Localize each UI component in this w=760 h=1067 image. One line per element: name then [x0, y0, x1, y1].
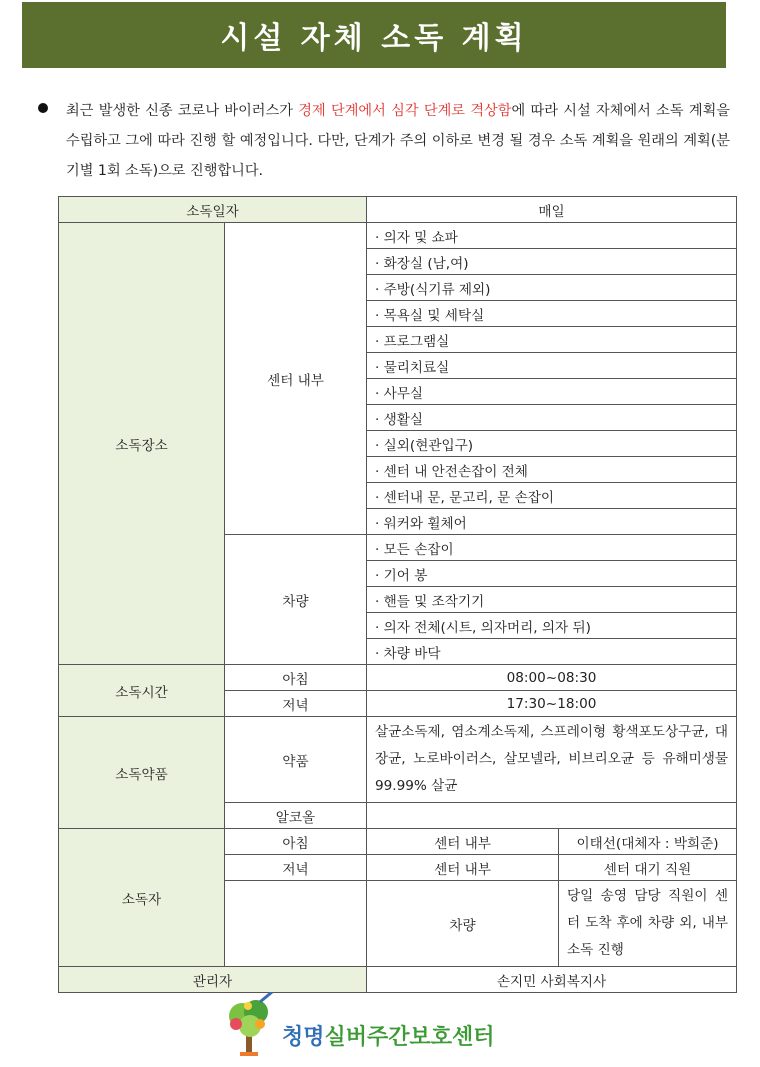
bullet-icon	[38, 103, 48, 113]
worker-evening-place: 센터 내부	[367, 855, 559, 881]
logo-text-part1: 청명	[282, 1025, 325, 1050]
vehicle-item: · 차량 바닥	[367, 639, 737, 665]
morning-label: 아침	[225, 665, 367, 691]
inside-item: · 목욕실 및 세탁실	[367, 301, 737, 327]
center-logo	[222, 992, 522, 1062]
vehicle-item: · 기어 봉	[367, 561, 737, 587]
inside-item: · 의자 및 쇼파	[367, 223, 737, 249]
worker-vehicle-place: 차량	[367, 881, 559, 967]
worker-evening-person: 센터 대기 직원	[559, 855, 737, 881]
date-value: 매일	[367, 197, 737, 223]
worker-vehicle-blank	[225, 881, 367, 967]
vehicle-item: · 의자 전체(시트, 의자머리, 의자 뒤)	[367, 613, 737, 639]
worker-label: 소독자	[59, 829, 225, 967]
inside-item: · 사무실	[367, 379, 737, 405]
manager-value: 손지민 사회복지사	[367, 967, 737, 993]
vehicle-item: · 핸들 및 조작기기	[367, 587, 737, 613]
logo-text-part2: 실버주간보호센터	[324, 1025, 495, 1050]
worker-morning-label: 아침	[225, 829, 367, 855]
place-label: 소독장소	[59, 223, 225, 665]
disinfection-table	[58, 196, 737, 993]
worker-morning-person: 이태선(대체자 : 박희준)	[559, 829, 737, 855]
morning-time: 08:00~08:30	[367, 665, 737, 691]
intro-part1: 최근 발생한 신종 코로나 바이러스가	[66, 103, 299, 119]
time-label: 소독시간	[59, 665, 225, 717]
inside-item: · 물리치료실	[367, 353, 737, 379]
evening-time: 17:30~18:00	[367, 691, 737, 717]
tree-logo-icon	[222, 992, 280, 1062]
inside-item: · 센터내 문, 문고리, 문 손잡이	[367, 483, 737, 509]
inside-item: · 화장실 (남,여)	[367, 249, 737, 275]
manager-label: 관리자	[59, 967, 367, 993]
inside-item: · 워커와 휠체어	[367, 509, 737, 535]
intro-highlight: 경제 단계에서 심각 단계로 격상함	[298, 103, 512, 119]
worker-evening-label: 저녁	[225, 855, 367, 881]
intro-part2: 에 따라 시설 자체에서 소독 계획을 수립하고 그에 따라 진행 할 예정입니다. 다만, 단계가 주의 이하로 변경 될 경우 소독 계획을 원래의 계획(분기별 1회 소독)으로 진행합니다.	[66, 103, 730, 179]
inside-item: · 센터 내 안전손잡이 전체	[367, 457, 737, 483]
inside-item: · 주방(식기류 제외)	[367, 275, 737, 301]
page-title: 시설 자체 소독 계획	[220, 21, 528, 56]
chem-label: 소독약품	[59, 717, 225, 829]
inside-item: · 실외(현관입구)	[367, 431, 737, 457]
intro-paragraph	[38, 96, 730, 186]
worker-vehicle-person: 당일 송영 담당 직원이 센터 도착 후에 차량 외, 내부 소독 진행	[559, 881, 737, 967]
intro-text	[66, 96, 730, 186]
drug-label: 약품	[225, 717, 367, 803]
alcohol-value	[367, 803, 737, 829]
date-label: 소독일자	[59, 197, 367, 223]
drug-desc: 살균소독제, 염소계소독제, 스프레이형 황색포도상구균, 대장균, 노로바이러스, 살모넬라, 비브리오균 등 유해미생물 99.99% 살균	[367, 717, 737, 803]
evening-label: 저녁	[225, 691, 367, 717]
logo-text	[282, 1020, 495, 1051]
inside-label: 센터 내부	[225, 223, 367, 535]
inside-item: · 생활실	[367, 405, 737, 431]
vehicle-label: 차량	[225, 535, 367, 665]
worker-morning-place: 센터 내부	[367, 829, 559, 855]
title-bar	[22, 2, 726, 68]
alcohol-label: 알코올	[225, 803, 367, 829]
vehicle-item: · 모든 손잡이	[367, 535, 737, 561]
inside-item: · 프로그램실	[367, 327, 737, 353]
